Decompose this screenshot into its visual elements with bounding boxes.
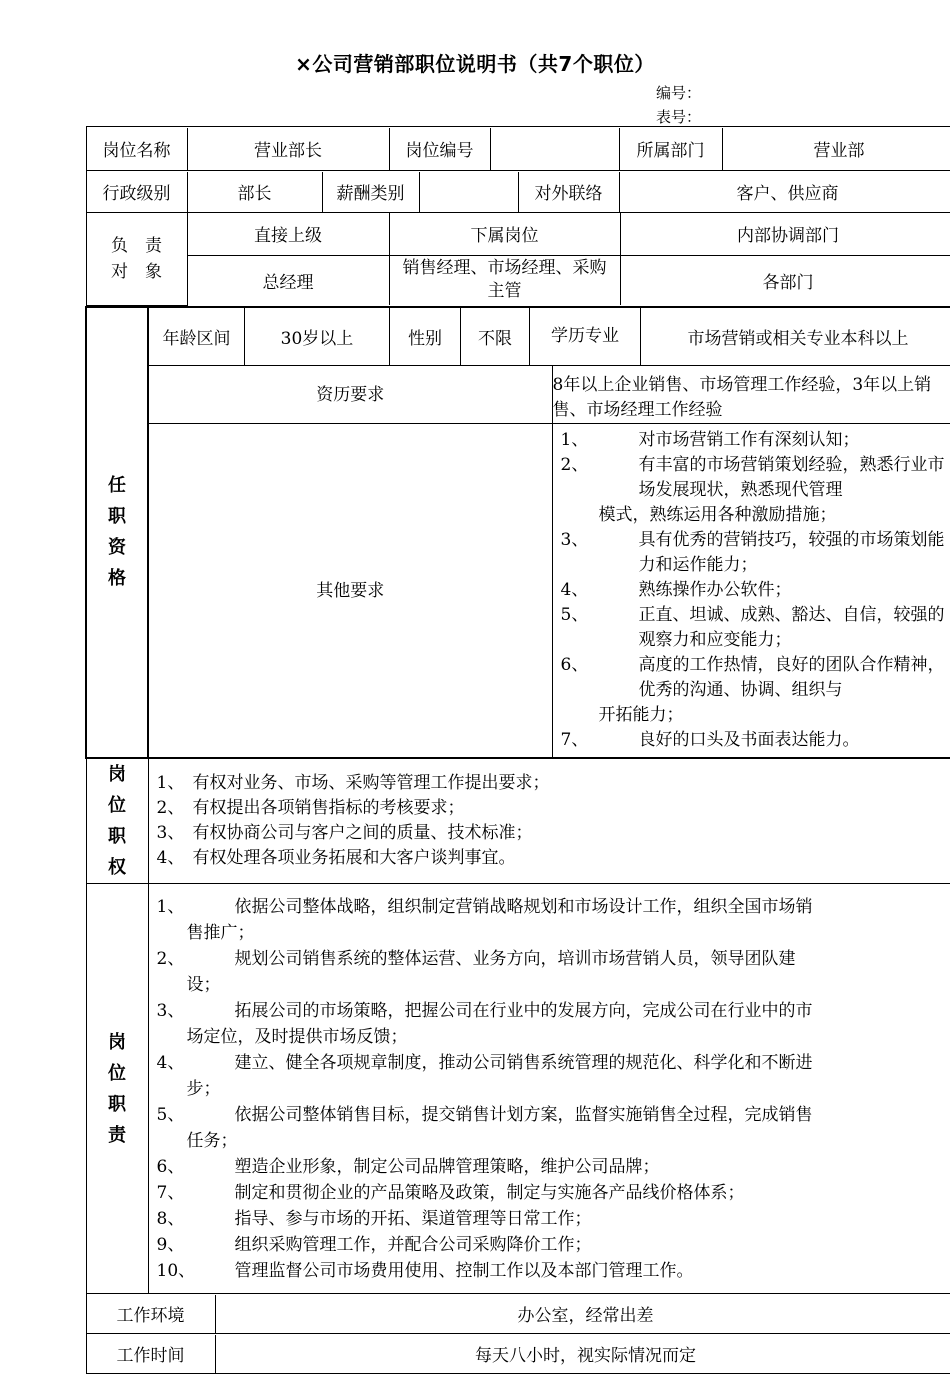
list-item-continuation: 模式，熟练运用各种激励措施； [561,503,950,528]
list-item: 5、 正直、坦诚、成熟、豁达、自信，较强的观察力和应变能力； [561,603,950,653]
salary-value [419,172,518,212]
code-label: 编号： [656,82,701,103]
admin-level-label: 行政级别 [87,172,188,212]
job-description-table [85,126,950,1374]
responsible-label-line1: 负 责 [87,233,187,259]
list-item-continuation: 场定位，及时提供市场反馈； [157,1024,948,1050]
exp-label: 资历要求 [149,366,552,424]
list-item-continuation: 售推广； [157,920,948,946]
coord-label: 内部协调部门 [620,213,950,255]
list-item: 2、 有丰富的市场营销策划经验，熟悉行业市场发展现状，熟悉现代管理 [561,453,950,503]
subordinate-label: 下属岗位 [389,213,620,255]
list-item-continuation: 设； [157,972,948,998]
list-item: 9、 组织采购管理工作，并配合公司采购降价工作； [157,1232,948,1258]
dept-label: 所属部门 [619,128,722,170]
list-item: 2、 有权提出各项销售指标的考核要求； [157,796,950,821]
responsible-label-line2: 对 象 [87,259,187,285]
edu-label: 学历专业 [530,308,641,366]
edu-value: 市场营销或相关专业本科以上 [641,308,950,366]
post-name-value: 营业部长 [187,128,389,170]
authority-list [149,767,950,875]
duties-char-4: 责 [87,1120,148,1151]
authority-char-3: 职 [87,821,148,852]
qualification-char-3: 资 [87,532,147,563]
authority-char-1: 岗 [87,759,148,790]
post-code-value [490,128,619,170]
responsible-label [87,213,188,305]
exp-value: 8年以上企业销售、市场管理工作经验，3年以上销售、市场经理工作经验 [552,366,950,424]
list-item-continuation: 任务； [157,1128,948,1154]
duties-char-2: 位 [87,1058,148,1089]
salary-label: 薪酬类别 [322,172,419,212]
coord-value: 各部门 [620,255,950,305]
dept-value: 营业部 [722,128,950,170]
list-item: 7、 制定和贯彻企业的产品策略及政策，制定与实施各产品线价格体系； [157,1180,948,1206]
other-label: 其他要求 [149,424,552,758]
list-item: 1、 对市场营销工作有深刻认知； [561,428,950,453]
superior-label: 直接上级 [187,213,389,255]
list-item: 4、 熟练操作办公软件； [561,578,950,603]
superior-value: 总经理 [187,255,389,305]
authority-label [86,758,148,884]
list-item: 4、 建立、健全各项规章制度，推动公司销售系统管理的规范化、科学化和不断进 [157,1050,948,1076]
external-value: 客户、供应商 [619,172,950,212]
list-item: 8、 指导、参与市场的开拓、渠道管理等日常工作； [157,1206,948,1232]
post-name-label: 岗位名称 [87,128,188,170]
duties-list [149,890,950,1288]
list-item: 1、 有权对业务、市场、采购等管理工作提出要求； [157,771,950,796]
authority-char-4: 权 [87,852,148,883]
list-item: 10、 管理监督公司市场费用使用、控制工作以及本部门管理工作。 [157,1258,948,1284]
list-item: 3、 有权协商公司与客户之间的质量、技术标准； [157,821,950,846]
form-label: 表号： [656,106,701,127]
list-item: 1、 依据公司整体战略，组织制定营销战略规划和市场设计工作，组织全国市场销 [157,894,948,920]
post-code-label: 岗位编号 [389,128,490,170]
worktime-value: 每天八小时，视实际情况而定 [215,1335,950,1373]
list-item: 4、 有权处理各项业务拓展和大客户谈判事宜。 [157,846,950,871]
list-item: 2、 规划公司销售系统的整体运营、业务方向，培训市场营销人员，领导团队建 [157,946,948,972]
list-item-continuation: 步； [157,1076,948,1102]
age-value: 30岁以上 [245,308,390,366]
list-item: 5、 依据公司整体销售目标，提交销售计划方案，监督实施销售全过程，完成销售 [157,1102,948,1128]
admin-level-value: 部长 [187,172,322,212]
document-title: ×公司营销部职位说明书（共7个职位） [0,48,950,77]
qualification-char-2: 职 [87,501,147,532]
qualification-char-1: 任 [87,470,147,501]
environment-label: 工作环境 [87,1295,216,1333]
environment-value: 办公室，经常出差 [215,1295,950,1333]
external-label: 对外联络 [518,172,619,212]
list-item: 7、 良好的口头及书面表达能力。 [561,728,950,753]
list-item: 3、 具有优秀的营销技巧，较强的市场策划能力和运作能力； [561,528,950,578]
other-requirements-list [553,424,950,757]
list-item: 6、 高度的工作热情，良好的团队合作精神，优秀的沟通、协调、组织与 [561,653,950,703]
subordinate-value: 销售经理、市场经理、采购主管 [389,255,620,305]
list-item: 6、 塑造企业形象，制定公司品牌管理策略，维护公司品牌； [157,1154,948,1180]
duties-label [86,884,148,1294]
age-label: 年龄区间 [149,308,245,366]
duties-char-1: 岗 [87,1027,148,1058]
gender-label: 性别 [390,308,461,366]
list-item-continuation: 开拓能力； [561,703,950,728]
qualification-char-4: 格 [87,563,147,594]
worktime-label: 工作时间 [87,1335,216,1373]
authority-char-2: 位 [87,790,148,821]
qualification-label [86,307,148,759]
list-item: 3、 拓展公司的市场策略，把握公司在行业中的发展方向，完成公司在行业中的市 [157,998,948,1024]
gender-value: 不限 [461,308,530,366]
duties-char-3: 职 [87,1089,148,1120]
